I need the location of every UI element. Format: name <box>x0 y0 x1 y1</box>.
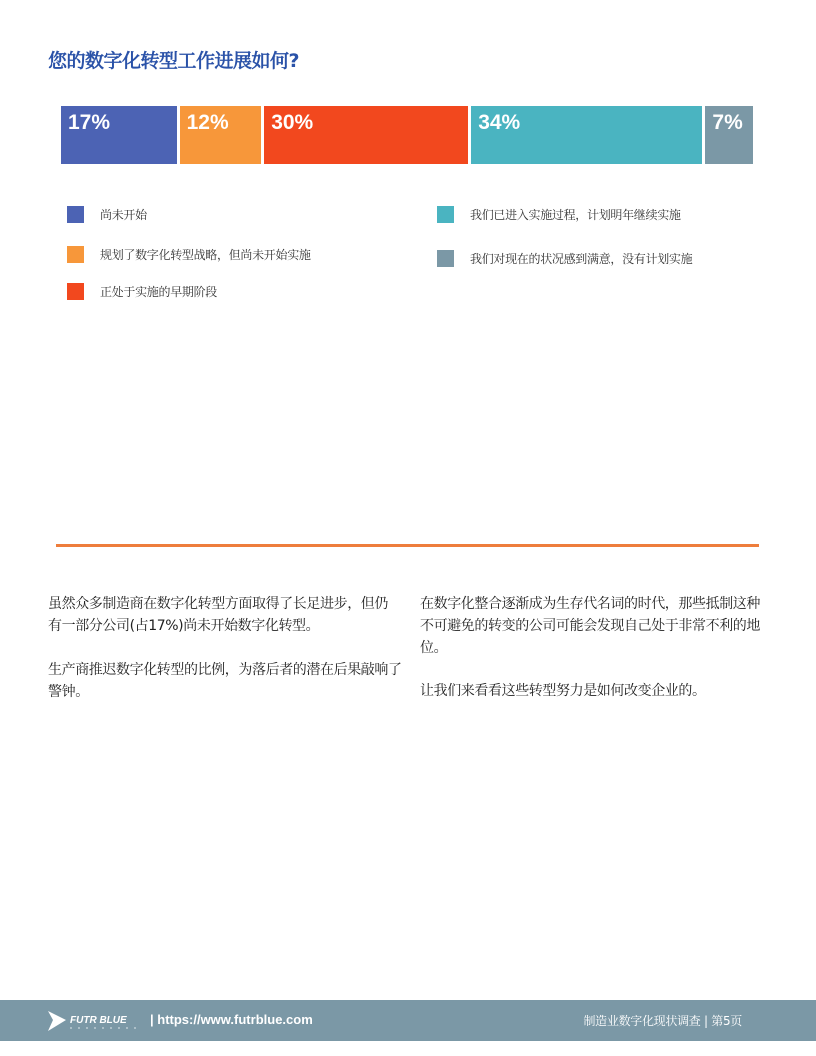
bar-segment-3 <box>264 106 468 164</box>
bar-segment-1 <box>61 106 177 164</box>
legend-label: 我们已进入实施过程，计划明年继续实施 <box>470 208 681 222</box>
body-paragraph-right-1: 在数字化整合逐渐成为生存代名词的时代，那些抵制这种不可避免的转变的公司可能会发现自己处于非常不利的地位。 <box>420 596 760 656</box>
legend-swatch <box>67 246 84 263</box>
bar-segment-label: 12% <box>186 111 229 134</box>
body-paragraph-left-2: 生产商推迟数字化转型的比例，为落后者的潜在后果敲响了警钟。 <box>48 662 402 700</box>
legend-swatch <box>67 206 84 223</box>
body-paragraph-left-1: 虽然众多制造商在数字化转型方面取得了长足进步，但仍有一部分公司(占17%)尚未开始数字化转型。 <box>48 596 388 634</box>
bar-segment-5 <box>705 106 753 164</box>
legend-label: 正处于实施的早期阶段 <box>100 285 218 299</box>
futr-blue-logo <box>46 1009 146 1033</box>
legend-swatch <box>67 283 84 300</box>
section-divider <box>56 544 759 547</box>
legend-swatch <box>437 250 454 267</box>
footer-page-info: 制造业数字化现状调查 | 第5页 <box>583 1014 742 1028</box>
page-title: 您的数字化转型工作进展如何? <box>48 50 300 72</box>
logo-wordmark: FUTR BLUE <box>70 1015 127 1026</box>
bar-segment-label: 34% <box>478 111 521 134</box>
bar-segment-4 <box>471 106 702 164</box>
bar-segment-label: 17% <box>68 111 111 134</box>
legend-label: 我们对现在的状况感到满意，没有计划实施 <box>470 252 693 266</box>
body-paragraph-right-2: 让我们来看看这些转型努力是如何改变企业的。 <box>420 683 706 699</box>
stacked-bar-chart <box>61 106 753 164</box>
bar-segment-label: 30% <box>271 111 314 134</box>
legend-swatch <box>437 206 454 223</box>
legend-label: 尚未开始 <box>100 208 147 222</box>
footer-url[interactable]: | https://www.futrblue.com <box>150 1012 313 1027</box>
logo-arrow-mark <box>48 1011 66 1031</box>
bar-segment-2 <box>180 106 262 164</box>
page-footer <box>0 1000 816 1041</box>
bar-segment-label: 7% <box>712 111 743 134</box>
legend-label: 规划了数字化转型战略，但尚未开始实施 <box>100 248 311 262</box>
